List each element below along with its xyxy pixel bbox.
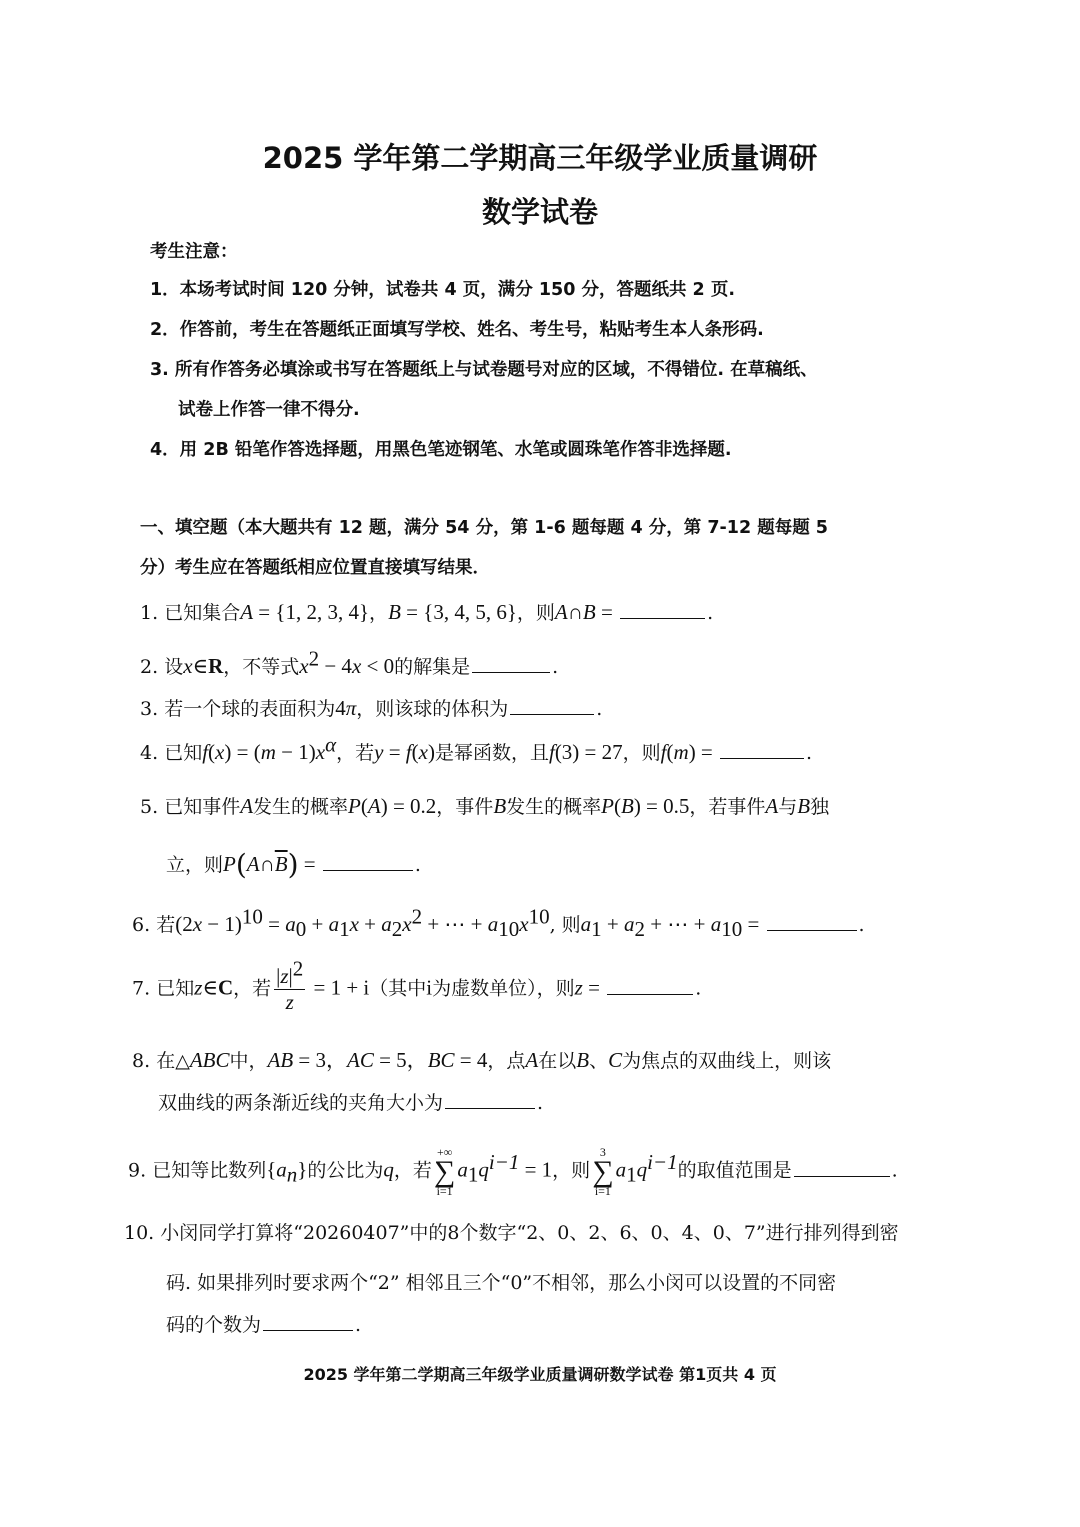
question-5: 5. 已知事件A发生的概率P(A) = 0.2，事件B发生的概率P(B) = 0.5，若事件A与B独 <box>140 794 830 818</box>
question-5-cont: 立，则$P(A\cap\overline{B})$ = . <box>166 848 421 881</box>
notice-heading: 考生注意： <box>150 242 238 262</box>
question-6: 6. 若$(2x - 1)^{10} = a_0 + a_1x + a_2x^2$ + ⋯ + $a_{10}x^{10}$, 则$a_1 + a_2$ + ⋯ + $a_{10}$ = . <box>132 904 865 941</box>
notice-item-3: 3. 所有作答务必填涂或书写在答题纸上与试卷题号对应的区域，不得错位. 在草稿纸、 <box>150 360 818 380</box>
question-9: 9. 已知等比数列$\{a_n\}$的公比为q，若 +∞ ∑ i=1 $a_1q^{i-1} = 1$，则 3 ∑ i=1 $a_1q^{i-1}$的取值范围是 . <box>128 1145 898 1198</box>
section-header-cont: 分）考生应在答题纸相应位置直接填写结果． <box>140 558 490 578</box>
question-7: 7. 已知z∈C，若 $\frac{|z|^2}{z}$ = 1 + i（其中i为虚数单位），则z = . <box>132 956 702 1014</box>
question-4: 4. 已知$f(x) = (m - 1)x^\alpha$，若y = f(x)是幂函数，且f(3) = 27，则f(m) = . <box>140 732 813 764</box>
section-header: 一、填空题（本大题共有 12 题，满分 54 分，第 1-6 题每题 4 分，第 7-12 题每题 5 <box>140 518 828 538</box>
answer-blank-10[interactable] <box>263 1329 353 1331</box>
answer-blank-4[interactable] <box>720 757 804 759</box>
notice-item-1: 1．本场考试时间 120 分钟，试卷共 4 页，满分 150 分，答题纸共 2 页. <box>150 280 735 300</box>
question-10: 10. 小闵同学打算将“20260407”中的8个数字“2、0、2、6、0、4、0、7”进行排列得到密 <box>124 1222 899 1244</box>
notice-item-3-cont: 试卷上作答一律不得分. <box>178 400 360 420</box>
exam-title: 2025 学年第二学期高三年级学业质量调研 <box>262 141 818 175</box>
page-footer: 2025 学年第二学期高三年级学业质量调研数学试卷 第1页共 4 页 <box>303 1365 777 1384</box>
notice-item-4: 4．用 2B 铅笔作答选择题，用黑色笔迹钢笔、水笔或圆珠笔作答非选择题. <box>150 440 732 460</box>
answer-blank-3[interactable] <box>510 713 594 715</box>
answer-blank-8[interactable] <box>445 1107 535 1109</box>
answer-blank-2[interactable] <box>472 671 550 673</box>
question-8: 8. 在△ABC中，AB = 3，AC = 5，BC = 4，点A在以B、C为焦点的双曲线上，则该 <box>132 1048 832 1072</box>
answer-blank-5[interactable] <box>323 869 413 871</box>
answer-blank-6[interactable] <box>767 929 857 931</box>
answer-blank-9[interactable] <box>794 1175 890 1177</box>
answer-blank-7[interactable] <box>607 993 693 995</box>
question-10-cont-2: 码的个数为 . <box>166 1314 362 1336</box>
notice-item-2: 2．作答前，考生在答题纸正面填写学校、姓名、考生号，粘贴考生本人条形码. <box>150 320 764 340</box>
exam-subtitle: 数学试卷 <box>481 195 598 229</box>
question-1: 1. 已知集合A = {1, 2, 3, 4}，B = {3, 4, 5, 6}，则A∩B = . <box>140 600 714 624</box>
question-2: 2. 设x∈R，不等式$x^2 - 4x < 0$的解集是 . <box>140 646 559 678</box>
question-3: 3. 若一个球的表面积为4π，则该球的体积为 . <box>140 696 603 720</box>
question-8-cont: 双曲线的两条渐近线的夹角大小为 . <box>158 1092 544 1114</box>
question-10-cont: 码. 如果排列时要求两个“2” 相邻且三个“0”不相邻，那么小闵可以设置的不同密 <box>166 1272 837 1294</box>
answer-blank-1[interactable] <box>620 617 705 619</box>
